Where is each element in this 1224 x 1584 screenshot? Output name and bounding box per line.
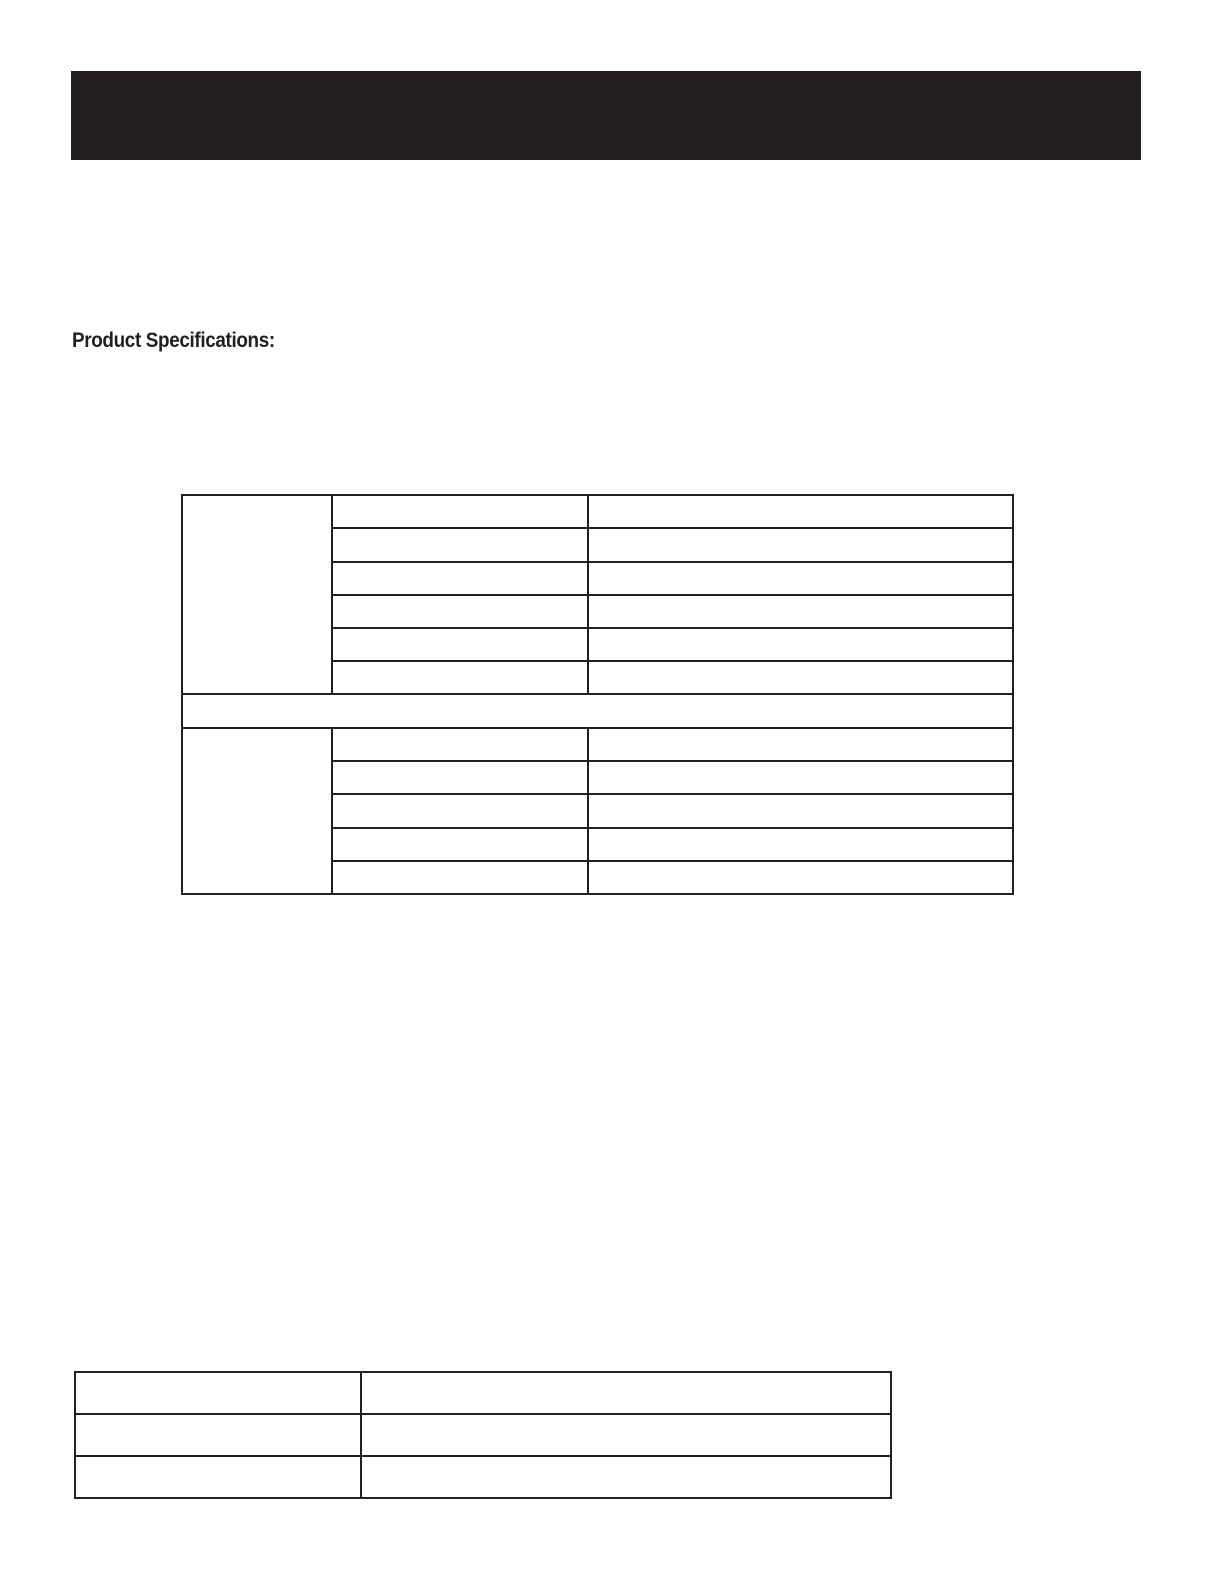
spec-label [332,761,588,794]
spec-label [332,495,588,528]
table-cell [361,1372,891,1414]
table-row [182,728,1013,761]
spec-label [332,628,588,661]
spec-value [588,495,1013,528]
table-row [75,1372,891,1414]
spec-label [332,794,588,828]
spec-label [332,661,588,694]
group-label [182,728,332,894]
spec-label [332,562,588,595]
spec-value [588,794,1013,828]
bottom-table [74,1371,892,1499]
header-bar [71,71,1141,160]
group-label [182,495,332,694]
spec-label [332,861,588,894]
table-row [75,1414,891,1456]
spec-value [588,528,1013,562]
spec-value [588,728,1013,761]
table-row [182,495,1013,528]
spec-value [588,595,1013,628]
spec-value [588,661,1013,694]
table-row [75,1456,891,1498]
spec-value [588,628,1013,661]
spec-label [332,528,588,562]
table-cell [75,1456,361,1498]
spec-label [332,728,588,761]
table-cell [75,1372,361,1414]
spec-table [181,494,1014,895]
table-cell [75,1414,361,1456]
section-title: Product Specifications: [72,329,275,352]
spec-label [332,595,588,628]
spec-value [588,828,1013,861]
spec-value [588,761,1013,794]
table-cell [361,1414,891,1456]
table-divider-row [182,694,1013,728]
divider-cell [182,694,1013,728]
spec-label [332,828,588,861]
table-cell [361,1456,891,1498]
spec-value [588,562,1013,595]
spec-value [588,861,1013,894]
